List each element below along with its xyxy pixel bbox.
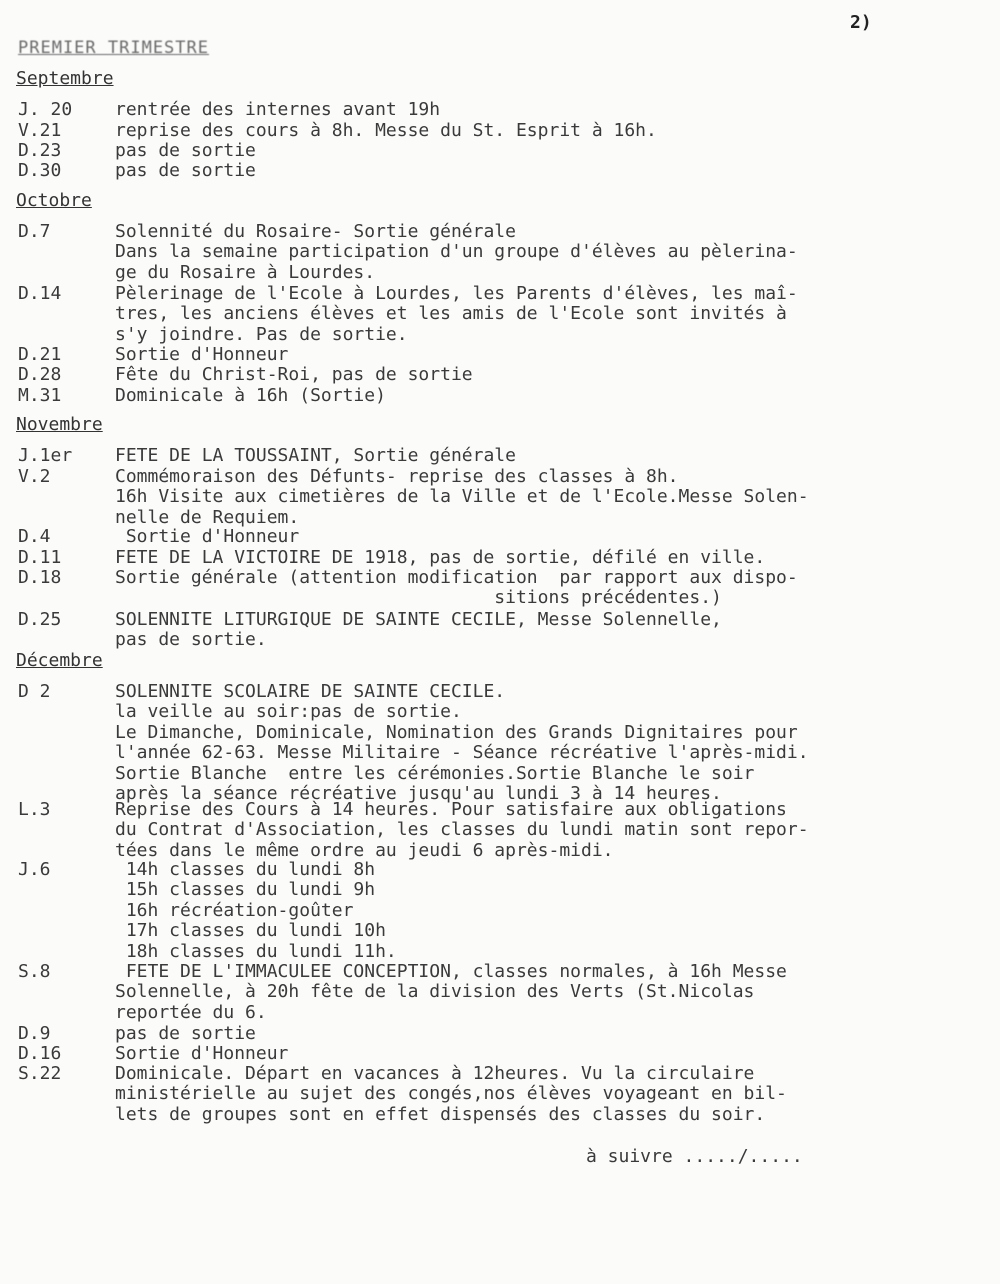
entry-line: 14h classes du lundi 8h bbox=[115, 859, 376, 880]
entry-line: 16h Visite aux cimetières de la Ville et de l'Ecole.Messe Solen- bbox=[115, 486, 809, 508]
entry-text bbox=[115, 527, 905, 547]
entry-line: FETE DE LA VICTOIRE DE 1918, pas de sortie, défilé en ville. bbox=[115, 547, 766, 568]
section-title: Octobre bbox=[16, 190, 92, 211]
entry-date: D.9 bbox=[18, 1023, 51, 1044]
entry-line: 18h classes du lundi 11h. bbox=[115, 940, 397, 962]
section-title: Septembre bbox=[16, 68, 114, 89]
entry-line: Fête du Christ-Roi, pas de sortie bbox=[115, 364, 473, 385]
entry-line: FETE DE L'IMMACULEE CONCEPTION, classes normales, à 16h Messe bbox=[115, 961, 787, 982]
entry-line: pas de sortie bbox=[115, 140, 256, 161]
entry-line: pas de sortie. bbox=[115, 629, 267, 651]
entry-date: V.21 bbox=[18, 120, 62, 141]
entry-line: ge du Rosaire à Lourdes. bbox=[115, 261, 376, 283]
entry-text bbox=[115, 446, 905, 466]
entry-line: Sortie Blanche entre les cérémonies.Sortie Blanche le soir bbox=[115, 762, 755, 784]
entry-text bbox=[115, 1064, 905, 1125]
entry-text bbox=[115, 386, 905, 406]
entry-text bbox=[115, 141, 905, 161]
entry-date: D.25 bbox=[18, 609, 62, 630]
entry-text bbox=[115, 1044, 905, 1064]
entry-line: sitions précédentes.) bbox=[115, 587, 722, 609]
entry-date: J. 20 bbox=[18, 99, 73, 120]
entry-text bbox=[115, 222, 905, 283]
page-number: 2) bbox=[850, 12, 872, 33]
entry-line: Sortie d'Honneur bbox=[115, 1043, 289, 1064]
entry-line: pas de sortie bbox=[115, 1023, 256, 1044]
entry-date: L.3 bbox=[18, 799, 51, 820]
entry-text bbox=[115, 860, 905, 962]
entry-date: D.18 bbox=[18, 567, 62, 588]
entry-line: tées dans le même ordre au jeudi 6 après-midi. bbox=[115, 839, 614, 861]
entry-date: J.1er bbox=[18, 445, 73, 466]
entry-line: la veille au soir:pas de sortie. bbox=[115, 701, 462, 723]
entry-line: Sortie d'Honneur bbox=[115, 344, 289, 365]
entry-text bbox=[115, 568, 905, 609]
entry-date: D.21 bbox=[18, 344, 62, 365]
entry-text bbox=[115, 365, 905, 385]
entry-line: Le Dimanche, Dominicale, Nomination des Grands Dignitaires pour bbox=[115, 721, 798, 743]
entry-line: 15h classes du lundi 9h bbox=[115, 879, 376, 901]
entry-text bbox=[115, 610, 905, 651]
entry-text bbox=[115, 161, 905, 181]
entry-date: D.11 bbox=[18, 547, 62, 568]
entry-line: reprise des cours à 8h. Messe du St. Esprit à 16h. bbox=[115, 120, 657, 141]
entry-line: nelle de Requiem. bbox=[115, 506, 300, 528]
entry-line: s'y joindre. Pas de sortie. bbox=[115, 323, 408, 345]
entry-line: 17h classes du lundi 10h bbox=[115, 920, 386, 942]
entry-line: lets de groupes sont en effet dispensés des classes du soir. bbox=[115, 1103, 766, 1125]
entry-date: D.16 bbox=[18, 1043, 62, 1064]
entry-date: D.28 bbox=[18, 364, 62, 385]
entry-text bbox=[115, 467, 905, 528]
entry-text bbox=[115, 548, 905, 568]
entry-line: 16h récréation-goûter bbox=[115, 899, 354, 921]
entry-line: SOLENNITE SCOLAIRE DE SAINTE CECILE. bbox=[115, 681, 506, 702]
section-title: Décembre bbox=[16, 650, 103, 671]
entry-line: ministérielle au sujet des congés,nos élèves voyageant en bil- bbox=[115, 1083, 787, 1105]
continuation-note: à suivre ...../..... bbox=[586, 1146, 803, 1167]
entry-line: rentrée des internes avant 19h bbox=[115, 99, 441, 120]
entry-line: Sortie générale (attention modification par rapport aux dispo- bbox=[115, 567, 798, 588]
entry-text bbox=[115, 1024, 905, 1044]
entry-line: tres, les anciens élèves et les amis de l'Ecole sont invités à bbox=[115, 303, 787, 325]
entry-line: Dominicale à 16h (Sortie) bbox=[115, 385, 386, 406]
entry-date: S.8 bbox=[18, 961, 51, 982]
entry-line: l'année 62-63. Messe Militaire - Séance récréative l'après-midi. bbox=[115, 742, 809, 764]
entry-text bbox=[115, 800, 905, 861]
entry-date: D.14 bbox=[18, 283, 62, 304]
entry-line: Pèlerinage de l'Ecole à Lourdes, les Parents d'élèves, les maî- bbox=[115, 283, 798, 304]
entry-date: J.6 bbox=[18, 859, 51, 880]
entry-line: Dominicale. Départ en vacances à 12heures. Vu la circulaire bbox=[115, 1063, 755, 1084]
entry-line: après la séance récréative jusqu'au lundi 3 à 14 heures. bbox=[115, 783, 722, 805]
entry-date: M.31 bbox=[18, 385, 62, 406]
entry-line: FETE DE LA TOUSSAINT, Sortie générale bbox=[115, 445, 516, 466]
entry-line: Solennité du Rosaire- Sortie générale bbox=[115, 221, 516, 242]
entry-text bbox=[115, 962, 905, 1023]
entry-date: D.7 bbox=[18, 221, 51, 242]
entry-line: pas de sortie bbox=[115, 160, 256, 181]
section-title: Novembre bbox=[16, 414, 103, 435]
entry-date: D.30 bbox=[18, 160, 62, 181]
entry-date: D.23 bbox=[18, 140, 62, 161]
entry-text bbox=[115, 345, 905, 365]
entry-date: V.2 bbox=[18, 466, 51, 487]
entry-text bbox=[115, 100, 905, 120]
entry-line: reportée du 6. bbox=[115, 1001, 267, 1023]
entry-text bbox=[115, 284, 905, 345]
entry-date: S.22 bbox=[18, 1063, 62, 1084]
entry-line: Commémoraison des Défunts- reprise des classes à 8h. bbox=[115, 466, 679, 487]
entry-date: D 2 bbox=[18, 681, 51, 702]
document-title: PREMIER TRIMESTRE bbox=[18, 38, 209, 58]
entry-line: Sortie d'Honneur bbox=[115, 526, 300, 547]
entry-text bbox=[115, 121, 905, 141]
entry-line: Dans la semaine participation d'un groupe d'élèves au pèlerina- bbox=[115, 241, 798, 263]
entry-line: Solennelle, à 20h fête de la division des Verts (St.Nicolas bbox=[115, 981, 755, 1003]
entry-date: D.4 bbox=[18, 526, 51, 547]
entry-text bbox=[115, 682, 905, 804]
entry-line: Reprise des Cours à 14 heures. Pour satisfaire aux obligations bbox=[115, 799, 787, 820]
entry-line: du Contrat d'Association, les classes du lundi matin sont repor- bbox=[115, 819, 809, 841]
entry-line: SOLENNITE LITURGIQUE DE SAINTE CECILE, Messe Solennelle, bbox=[115, 609, 722, 630]
